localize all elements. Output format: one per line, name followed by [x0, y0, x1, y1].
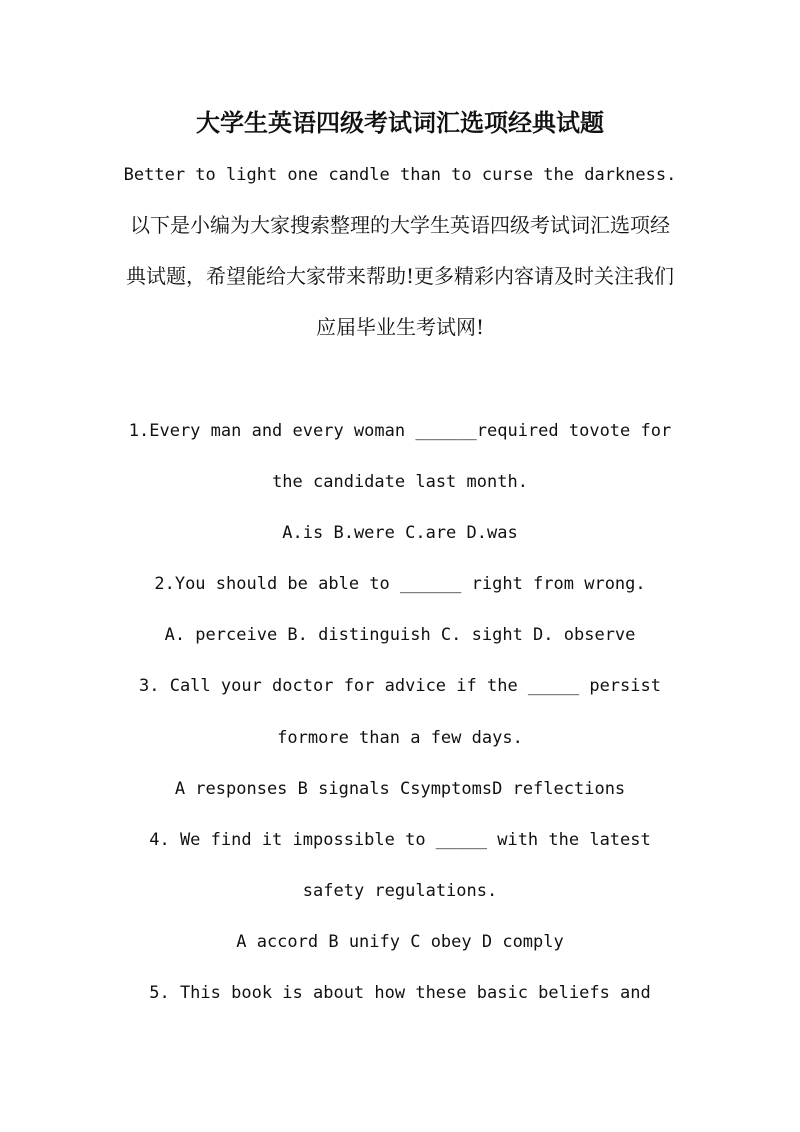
intro-line-1: 以下是小编为大家搜索整理的大学生英语四级考试词汇选项经	[130, 213, 670, 237]
question-3-stem-line-2: formore than a few days.	[277, 728, 523, 748]
question-4-options: A accord B unify C obey D comply	[236, 932, 564, 952]
question-3-options: A responses B signals CsymptomsD reflections	[174, 779, 626, 799]
question-4-stem-line-2: safety regulations.	[302, 881, 498, 901]
document-title: 大学生英语四级考试词汇选项经典试题	[196, 108, 604, 137]
question-3-stem-line-1: 3. Call your doctor for advice if the _____ persist	[139, 676, 661, 696]
question-2-options: A. perceive B. distinguish C. sight D. observe	[164, 625, 636, 645]
intro-line-2: 典试题，希望能给大家带来帮助!更多精彩内容请及时关注我们	[125, 264, 675, 288]
question-1-options: A.is B.were C.are D.was	[282, 523, 518, 543]
question-5-stem-line-1: 5. This book is about how these basic beliefs and	[149, 983, 651, 1003]
quote-line: Better to light one candle than to curse the darkness.	[123, 165, 677, 185]
question-4-stem-line-1: 4. We find it impossible to _____ with the latest	[149, 830, 651, 850]
question-1-stem-line-1: 1.Every man and every woman ______required tovote for	[128, 421, 672, 441]
intro-line-3: 应届毕业生考试网!	[315, 315, 485, 339]
question-1-stem-line-2: the candidate last month.	[272, 472, 528, 492]
question-2-stem-line-1: 2.You should be able to ______ right from wrong.	[154, 574, 646, 594]
